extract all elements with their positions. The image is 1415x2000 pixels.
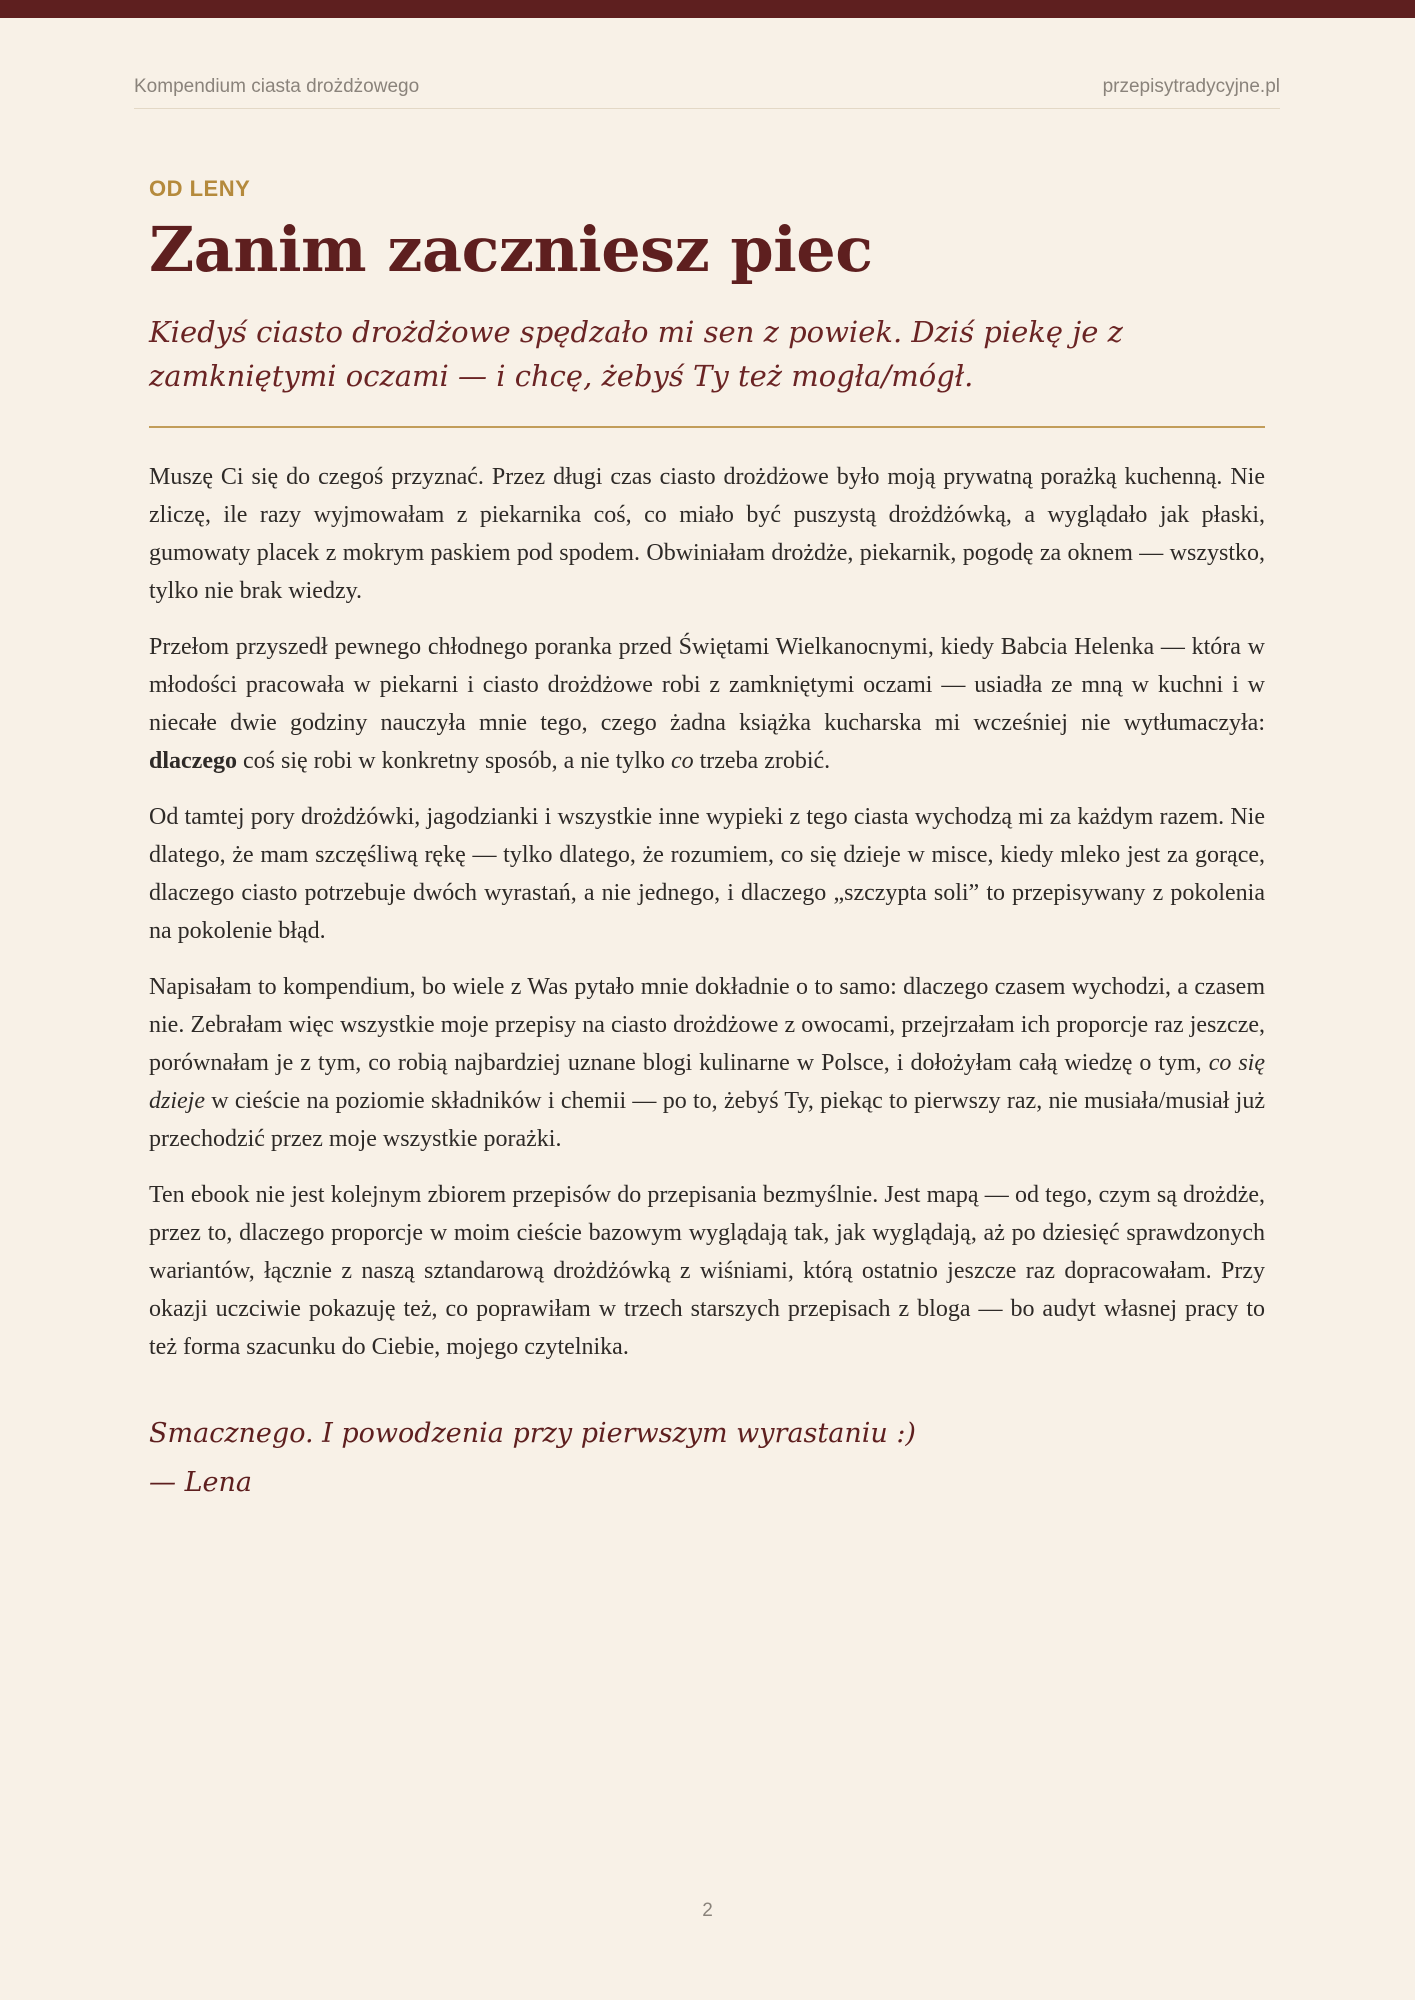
divider-rule [149, 426, 1265, 428]
body-text [149, 458, 1265, 1366]
closing-line: Smacznego. I powodzenia przy pierwszym wyrastaniu :) [149, 1418, 916, 1450]
page-number: 2 [702, 1900, 713, 1921]
page-content [149, 176, 1265, 1516]
page-title: Zanim zaczniesz piec [149, 213, 873, 286]
paragraph-2-part-c: trzeba zrobić. [693, 748, 831, 775]
paragraph-3: Od tamtej pory drożdżówki, jagodzianki i wszystkie inne wypieki z tego ciasta wychodzą mi za każdym razem. Nie dlatego, że mam szczęśliwą rękę — tylko dlatego, że rozumiem, co się dzieje w misce, kiedy mleko jest za gorące, dlaczego ciasto potrzebuje dwóch wyrastań, a nie jednego, i dlaczego „szczypta soli” to przepisywany z pokolenia na pokolenie błąd. [149, 804, 1265, 945]
top-accent-bar [0, 0, 1415, 18]
paragraph-2-part-a: Przełom przyszedł pewnego chłodnego poranka przed Świętami Wielkanocnymi, kiedy Babcia Helenka — która w młodości pracowała w piekarni i ciasto drożdżowe robi z zamkniętymi oczami — usiadła ze mną w kuchni i w niecałe dwie godziny nauczyła mnie tego, czego żadna książka kucharska mi wcześniej nie wytłumaczyła: [149, 634, 1265, 737]
paragraph-4-part-b: w cieście na poziomie składników i chemii — po to, żebyś Ty, piekąc to pierwszy raz, nie musiała/musiał już przechodzić przez moje wszystkie porażki. [149, 1088, 1265, 1153]
paragraph-4 [149, 968, 1265, 1158]
paragraph-4-part-a: Napisałam to kompendium, bo wiele z Was pytało mnie dokładnie o to samo: dlaczego czasem wychodzi, a czasem nie. Zebrałam więc wszystkie moje przepisy na ciasto drożdżowe z owocami, przejrzałam ich proporcje raz jeszcze, porównałam je z tym, co robią najbardziej uznane blogi kulinarne w Polsce, i dołożyłam całą wiedzę o tym, [149, 974, 1265, 1077]
paragraph-4-italic: co się dzieje [149, 1050, 1266, 1115]
paragraph-5: Ten ebook nie jest kolejnym zbiorem przepisów do przepisania bezmyślnie. Jest mapą — od tego, czym są drożdże, przez to, dlaczego proporcje w moim cieście bazowym wyglądają tak, jak wyglądają, aż po dziesięć sprawdzonych wariantów, łącznie z naszą sztandarową drożdżówką z wiśniami, którą ostatnio jeszcze raz dopracowałam. Przy okazji uczciwie pokazuję też, co poprawiłam w trzech starszych przepisach z bloga — bo audyt własnej pracy to też forma szacunku do Ciebie, mojego czytelnika. [149, 1182, 1265, 1361]
running-header [134, 74, 1280, 109]
paragraph-2 [149, 628, 1265, 780]
lead-paragraph: Kiedyś ciasto drożdżowe spędzało mi sen z powiek. Dziś piekę je z zamkniętymi oczami — i chcę, żebyś Ty też mogła/mógł. [149, 315, 1123, 394]
paragraph-1: Muszę Ci się do czegoś przyznać. Przez długi czas ciasto drożdżowe było moją prywatną porażką kuchenną. Nie zliczę, ile razy wyjmowałam z piekarnika coś, co miało być puszystą drożdżówką, a wyglądało jak płaski, gumowaty placek z mokrym paskiem pod spodem. Obwiniałam drożdże, piekarnik, pogodę za oknem — wszystko, tylko nie brak wiedzy. [149, 464, 1265, 605]
paragraph-2-italic: co [670, 748, 694, 775]
header-website: przepisytradycyjne.pl [1102, 76, 1280, 97]
closing-signoff [149, 1418, 1265, 1498]
signature: — Lena [149, 1467, 252, 1499]
header-book-title: Kompendium ciasta drożdżowego [134, 76, 420, 97]
paragraph-2-part-b: coś się robi w konkretny sposób, a nie tylko [236, 748, 671, 775]
paragraph-2-bold: dlaczego [149, 748, 237, 775]
section-eyebrow: OD LENY [149, 176, 251, 201]
